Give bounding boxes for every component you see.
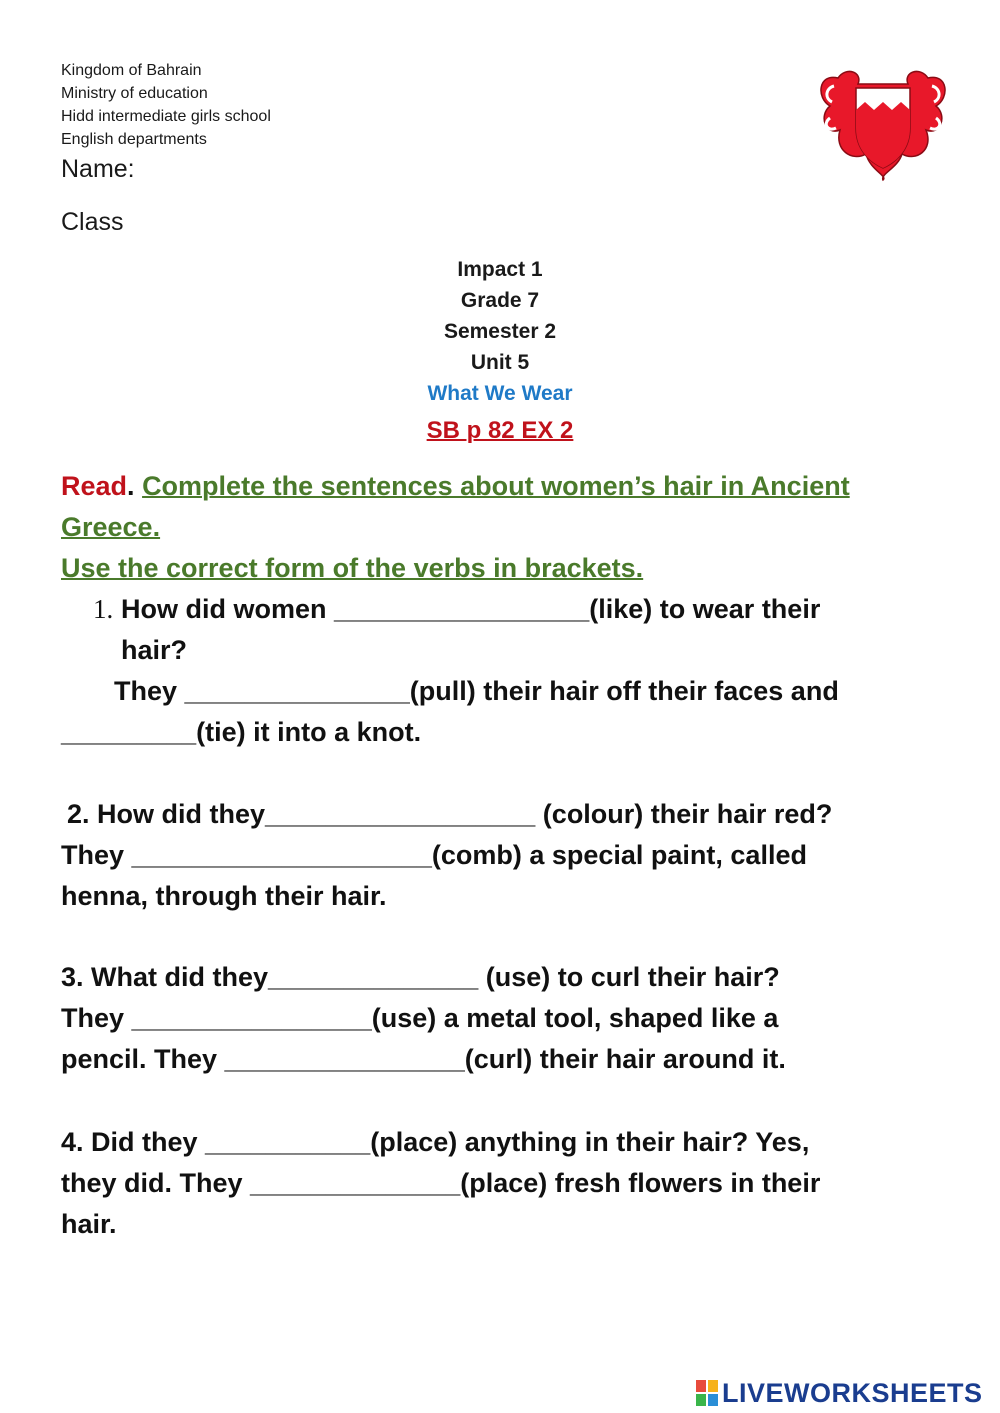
grade-title: Grade 7 bbox=[460, 289, 540, 312]
instruction-line-3: Use the correct form of the verbs in brackets. bbox=[61, 553, 644, 583]
q3-line-1: 3. What did they______________ (use) to curl their hair? bbox=[61, 962, 780, 992]
instruction-line-2: Greece. bbox=[61, 512, 161, 542]
read-word: Read bbox=[61, 471, 128, 501]
read-dot: . bbox=[127, 471, 135, 501]
instruction-line-1 bbox=[61, 466, 850, 507]
unit-title: Unit 5 bbox=[470, 351, 530, 374]
q1-line-3: They _______________(pull) their hair off their faces and bbox=[114, 676, 839, 706]
header-school: Hidd intermediate girls school bbox=[61, 108, 271, 125]
q3-line-2: They ________________(use) a metal tool, shaped like a bbox=[61, 1003, 779, 1033]
book-title: Impact 1 bbox=[457, 258, 543, 281]
q3-line-3: pencil. They ________________(curl) their hair around it. bbox=[61, 1044, 786, 1074]
q1-line-2: hair? bbox=[121, 635, 188, 665]
name-label: Name: bbox=[61, 155, 135, 183]
q2-line-2: They ____________________(comb) a special paint, called bbox=[61, 840, 807, 870]
q1-line-1: How did women _________________(like) to wear their bbox=[121, 594, 821, 624]
q2-line-1: 2. How did they__________________ (colour) their hair red? bbox=[67, 799, 833, 829]
liveworksheets-logo[interactable] bbox=[696, 1378, 983, 1408]
header-ministry: Ministry of education bbox=[61, 85, 208, 102]
semester-title: Semester 2 bbox=[443, 320, 557, 343]
liveworksheets-wordmark: LIVEWORKSHEETS bbox=[722, 1377, 983, 1408]
header-department: English departments bbox=[61, 131, 207, 148]
complete-instruction: Complete the sentences about women’s hair in Ancient bbox=[142, 471, 850, 501]
bahrain-coat-of-arms-icon bbox=[808, 58, 958, 186]
liveworksheets-mark-icon bbox=[696, 1380, 718, 1406]
q2-line-3: henna, through their hair. bbox=[61, 881, 387, 911]
reference-title: SB p 82 EX 2 bbox=[426, 417, 574, 444]
header-kingdom: Kingdom of Bahrain bbox=[61, 62, 202, 79]
q4-line-2: they did. They ______________(place) fresh flowers in their bbox=[61, 1168, 821, 1198]
q1-number: 1. bbox=[93, 594, 114, 624]
q4-line-3: hair. bbox=[61, 1209, 117, 1239]
q4-line-1: 4. Did they ___________(place) anything in their hair? Yes, bbox=[61, 1127, 810, 1157]
class-label: Class bbox=[61, 208, 124, 236]
unit-name: What We Wear bbox=[427, 382, 573, 405]
q1-line-4: _________(tie) it into a knot. bbox=[61, 717, 422, 747]
